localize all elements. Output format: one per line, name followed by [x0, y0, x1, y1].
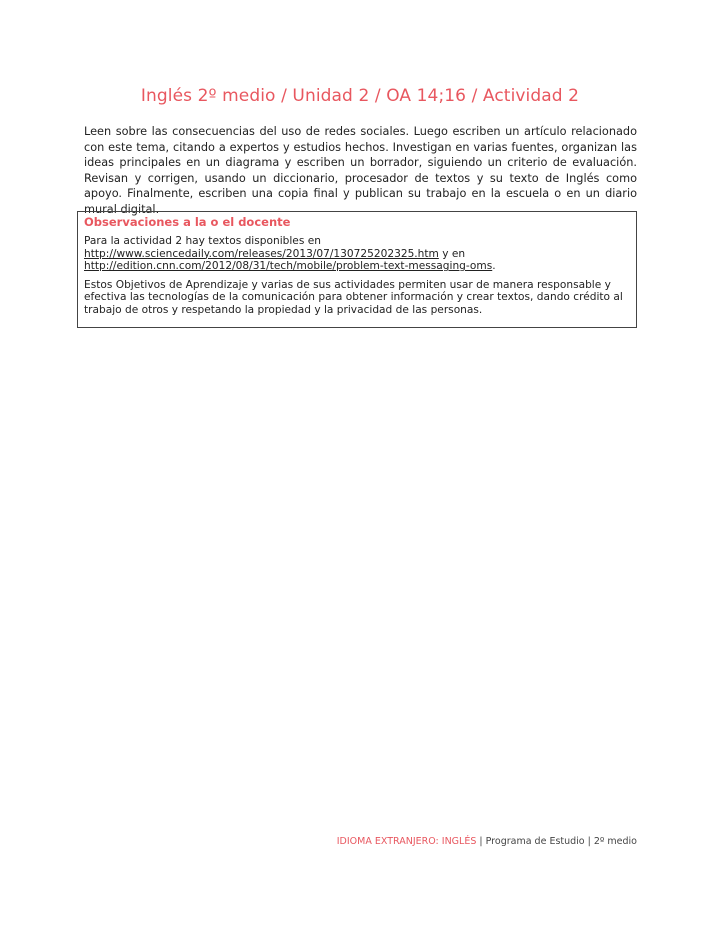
observations-para1-middle: y en: [438, 247, 466, 260]
observations-title: Observaciones a la o el docente: [84, 215, 291, 229]
footer-separator-1: |: [476, 836, 486, 847]
observations-para1-prefix: Para la actividad 2 hay textos disponibles en: [84, 235, 321, 247]
observations-paragraph-1: [84, 235, 630, 273]
footer-program: Programa de Estudio: [485, 836, 585, 847]
sciencedaily-link[interactable]: http://www.sciencedaily.com/releases/2013/07/130725202325.htm: [84, 247, 439, 260]
page-footer: [337, 836, 637, 847]
cnn-link[interactable]: http://edition.cnn.com/2012/08/31/tech/mobile/problem-text-messaging-oms: [84, 260, 493, 273]
observations-para1-suffix: .: [492, 260, 496, 273]
observations-paragraph-2: Estos Objetivos de Aprendizaje y varias de sus actividades permiten usar de manera responsable y efectiva las tecnologías de la comunicación para obtener información y crear textos, dando crédito al trabajo de otros y respetando la propiedad y la privacidad de las personas.: [84, 278, 623, 316]
footer-subject: IDIOMA EXTRANJERO: INGLÉS: [336, 836, 477, 847]
page-title: Inglés 2º medio / Unidad 2 / OA 14;16 / Actividad 2: [140, 86, 580, 106]
activity-description: Leen sobre las consecuencias del uso de redes sociales. Luego escriben un artículo relacionado con este tema, citando a expertos y estudios hechos. Investigan en varias fuentes, organizan las ideas principales en un diagrama y escriben un borrador, siguiendo un criterio de evaluación. Revisan y corrigen, usando un diccionario, procesador de textos y su texto de Inglés como apoyo. Finalmente, escriben una copia final y publican su trabajo en la escuela o en un diario mural digital.: [84, 125, 637, 216]
teacher-observations-box: [77, 211, 637, 328]
footer-separator-2: |: [584, 836, 594, 847]
footer-grade: 2º medio: [593, 836, 637, 847]
